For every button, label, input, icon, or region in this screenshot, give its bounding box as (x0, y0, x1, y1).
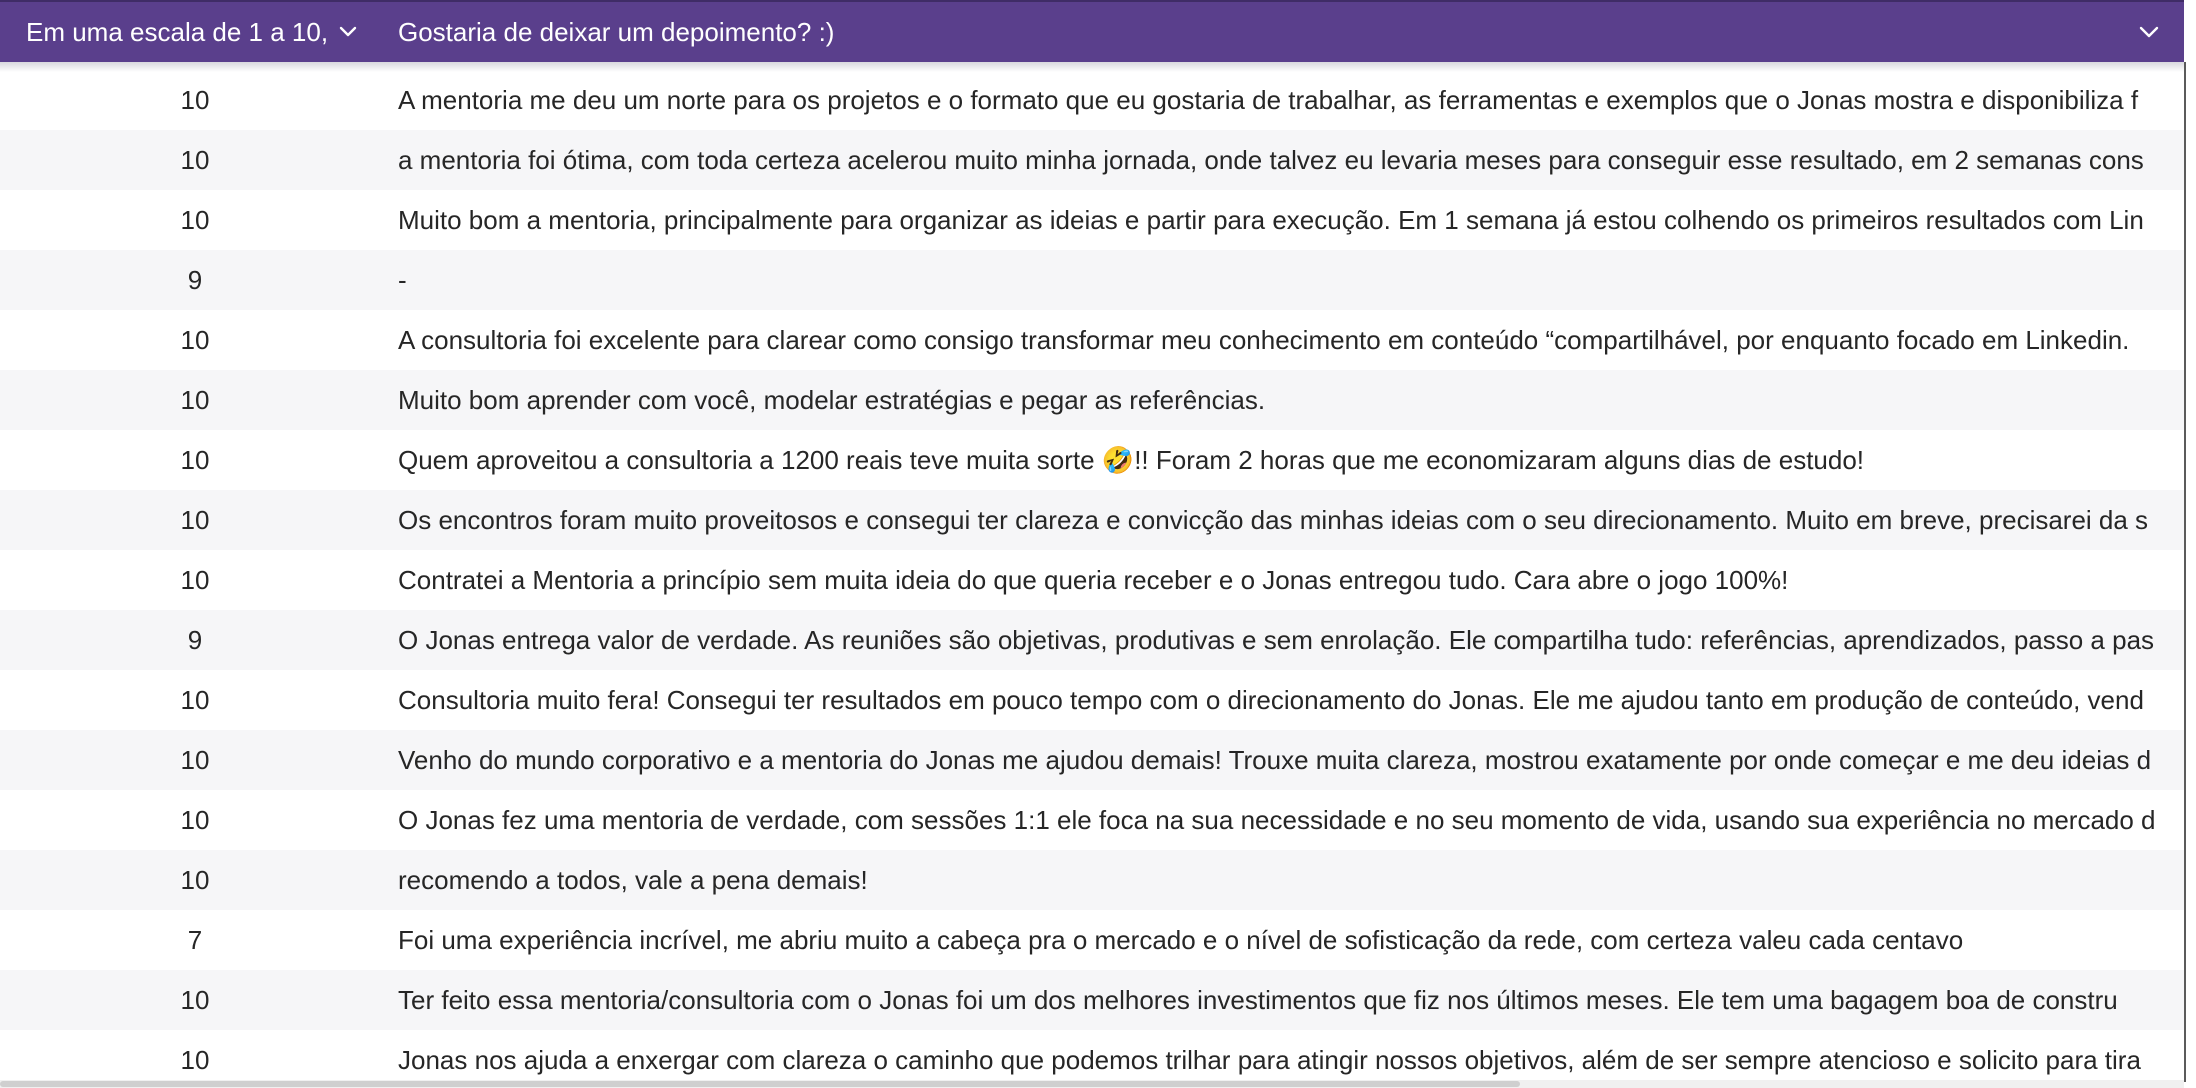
table-row[interactable] (0, 910, 2184, 970)
table-row[interactable] (0, 550, 2184, 610)
table-row[interactable] (0, 310, 2184, 370)
testimonial-cell: Muito bom aprender com você, modelar estratégias e pegar as referências. (398, 384, 1266, 415)
score-cell: 9 (187, 624, 203, 655)
testimonial-column-header[interactable] (370, 2, 2184, 62)
score-column-title: Em uma escala de 1 a 10, (26, 16, 329, 47)
right-edge (2186, 0, 2196, 1088)
table-body (0, 70, 2184, 1088)
score-cell: 10 (180, 564, 210, 595)
score-cell: 10 (180, 504, 210, 535)
score-cell: 10 (180, 1044, 210, 1075)
score-cell: 10 (180, 144, 210, 175)
table-row[interactable] (0, 130, 2184, 190)
testimonial-cell: A consultoria foi excelente para clarear como consigo transformar meu conhecimento em conteúdo “compartilhável, por enquanto focado em Linkedin. (398, 324, 2130, 355)
table-header (0, 0, 2184, 62)
table-row[interactable] (0, 490, 2184, 550)
testimonial-column-title: Gostaria de deixar um depoimento? :) (398, 16, 835, 47)
score-cell: 10 (180, 864, 210, 895)
table-row[interactable] (0, 790, 2184, 850)
table-row[interactable] (0, 430, 2184, 490)
testimonial-cell: recomendo a todos, vale a pena demais! (398, 864, 868, 895)
score-cell: 10 (180, 684, 210, 715)
chevron-down-icon[interactable] (338, 25, 358, 39)
table-row[interactable] (0, 70, 2184, 130)
testimonial-cell: Muito bom a mentoria, principalmente para organizar as ideias e partir para execução. Em 1 semana já estou colhendo os primeiros resultados com Lin (398, 204, 2144, 235)
chevron-down-icon[interactable] (2138, 25, 2160, 39)
testimonial-cell: - (398, 264, 407, 295)
testimonial-cell: Consultoria muito fera! Consegui ter resultados em pouco tempo com o direcionamento do Jonas. Ele me ajudou tanto em produção de conteúdo, vend (398, 684, 2144, 715)
score-cell: 10 (180, 384, 210, 415)
table-row[interactable] (0, 190, 2184, 250)
horizontal-scrollbar[interactable] (0, 1080, 2184, 1088)
score-cell: 10 (180, 204, 210, 235)
testimonial-cell: Os encontros foram muito proveitosos e consegui ter clareza e convicção das minhas ideias com o seu direcionamento. Muito em breve, precisarei da s (398, 504, 2149, 535)
table-row[interactable] (0, 730, 2184, 790)
testimonial-cell: Jonas nos ajuda a enxergar com clareza o caminho que podemos trilhar para atingir nossos objetivos, além de ser sempre atencioso e solicito para tira (398, 1044, 2141, 1075)
table-row[interactable] (0, 250, 2184, 310)
testimonial-cell: Quem aproveitou a consultoria a 1200 reais teve muita sorte 🤣!! Foram 2 horas que me economizaram alguns dias de estudo! (398, 444, 1865, 475)
horizontal-scrollbar-thumb[interactable] (0, 1081, 1520, 1087)
table-row[interactable] (0, 970, 2184, 1030)
table-row[interactable] (0, 850, 2184, 910)
score-cell: 10 (180, 804, 210, 835)
score-cell: 10 (180, 984, 210, 1015)
testimonial-cell: A mentoria me deu um norte para os projetos e o formato que eu gostaria de trabalhar, as ferramentas e exemplos que o Jonas mostra e disponibiliza f (398, 84, 2139, 115)
testimonial-cell: Foi uma experiência incrível, me abriu muito a cabeça pra o mercado e o nível de sofisticação da rede, com certeza valeu cada centavo (398, 924, 1964, 955)
testimonial-cell: O Jonas fez uma mentoria de verdade, com sessões 1:1 ele foca na sua necessidade e no seu momento de vida, usando sua experiência no mercado d (398, 804, 2156, 835)
score-cell: 10 (180, 744, 210, 775)
table-row[interactable] (0, 370, 2184, 430)
score-cell: 10 (180, 324, 210, 355)
score-cell: 10 (180, 84, 210, 115)
testimonial-cell: Ter feito essa mentoria/consultoria com o Jonas foi um dos melhores investimentos que fiz nos últimos meses. Ele tem uma bagagem boa de constru (398, 984, 2118, 1015)
testimonial-cell: O Jonas entrega valor de verdade. As reuniões são objetivas, produtivas e sem enrolação. Ele compartilha tudo: referências, aprendizados, passo a pas (398, 624, 2155, 655)
score-column-header[interactable] (0, 2, 370, 62)
table-row[interactable] (0, 670, 2184, 730)
testimonial-cell: Venho do mundo corporativo e a mentoria do Jonas me ajudou demais! Trouxe muita clareza, mostrou exatamente por onde começar e me deu ideias d (398, 744, 2152, 775)
score-cell: 7 (187, 924, 203, 955)
score-cell: 9 (187, 264, 203, 295)
table-row[interactable] (0, 610, 2184, 670)
testimonial-cell: a mentoria foi ótima, com toda certeza acelerou muito minha jornada, onde talvez eu levaria meses para conseguir esse resultado, em 2 semanas cons (398, 144, 2144, 175)
testimonial-cell: Contratei a Mentoria a princípio sem muita ideia do que queria receber e o Jonas entregou tudo. Cara abre o jogo 100%! (398, 564, 1789, 595)
score-cell: 10 (180, 444, 210, 475)
